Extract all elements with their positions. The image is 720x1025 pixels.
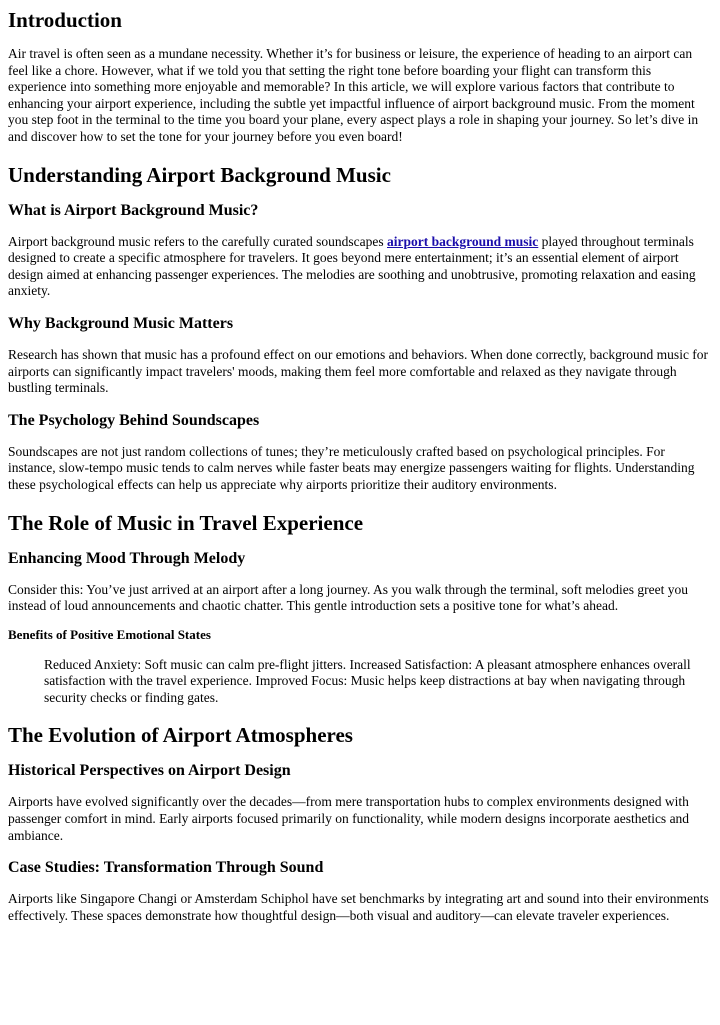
enhancing-mood-heading: Enhancing Mood Through Melody [8, 549, 246, 567]
historical-paragraph: Airports have evolved significantly over the decades—from mere transportation hubs to complex environments designed with passenger comfort in mind. Early airports focused primarily on functionality, while modern designs incorporate aesthetics and ambiance. [8, 794, 690, 843]
evolution-heading: The Evolution of Airport Atmospheres [8, 723, 353, 748]
case-studies-paragraph: Airports like Singapore Changi or Amsterdam Schiphol have set benchmarks by integrating art and sound into their environments effectively. These spaces demonstrate how thoughtful design—both visual and auditory—can elevate traveler experiences. [8, 891, 709, 923]
benefits-quote: Reduced Anxiety: Soft music can calm pre-flight jitters. Increased Satisfaction: A pleasant atmosphere enhances overall satisfaction with the travel experience. Improved Focus: Music helps keep distractions at bay when navigating through security checks or finding gates. [44, 656, 691, 705]
why-matters-paragraph: Research has shown that music has a profound effect on our emotions and behaviors. When done correctly, background music for airports can significantly impact travelers' moods, making them feel more comfortable and relaxed as they navigate through bustling terminals. [8, 346, 709, 396]
what-is-text-after-link: played throughout terminals designed to create a specific atmosphere for travelers. It goes beyond mere entertainment; it’s an essential element of airport design aimed at enhancing passenger experiences. The melodies are soothing and unobtrusive, promoting relaxation and easing anxiety. [8, 233, 696, 299]
understanding-heading: Understanding Airport Background Music [8, 162, 391, 187]
what-is-paragraph [8, 234, 712, 300]
benefits-heading: Benefits of Positive Emotional States [8, 626, 211, 642]
what-is-text-before-link: Airport background music refers to the carefully curated soundscapes [8, 233, 387, 249]
enhancing-mood-paragraph: Consider this: You’ve just arrived at an airport after a long journey. As you walk through the terminal, soft melodies greet you instead of loud announcements and chaotic chatter. This gentle introduction sets a positive tone for what’s ahead. [8, 581, 688, 614]
introduction-paragraph: Air travel is often seen as a mundane necessity. Whether it’s for business or leisure, the experience of heading to an airport can feel like a chore. However, what if we told you that setting the right tone before boarding your flight can transform this experience into something more enjoyable and memorable? In this article, we will explore various factors that contribute to enhancing your airport experience, including the subtle yet impactful influence of airport background music. From the moment you step foot in the terminal to the time you board your plane, every aspect plays a role in shaping your journey. So let’s dive in and discover how to set the tone for your journey before you even board! [8, 46, 699, 144]
article [0, 8, 720, 924]
role-heading: The Role of Music in Travel Experience [8, 510, 364, 535]
what-is-heading: What is Airport Background Music? [8, 201, 259, 219]
historical-heading: Historical Perspectives on Airport Design [8, 762, 291, 780]
introduction-heading: Introduction [8, 8, 122, 32]
why-matters-heading: Why Background Music Matters [8, 314, 234, 332]
psychology-paragraph: Soundscapes are not just random collections of tunes; they’re meticulously crafted based on psychological principles. For instance, slow-tempo music tends to calm nerves while faster beats may energize passengers waiting for flights. Understanding these psychological effects can help us appreciate why airports prioritize their auditory environments. [8, 443, 695, 492]
case-studies-heading: Case Studies: Transformation Through Sound [8, 859, 324, 877]
psychology-heading: The Psychology Behind Soundscapes [8, 411, 260, 429]
airport-background-music-link[interactable]: airport background music [387, 233, 539, 249]
